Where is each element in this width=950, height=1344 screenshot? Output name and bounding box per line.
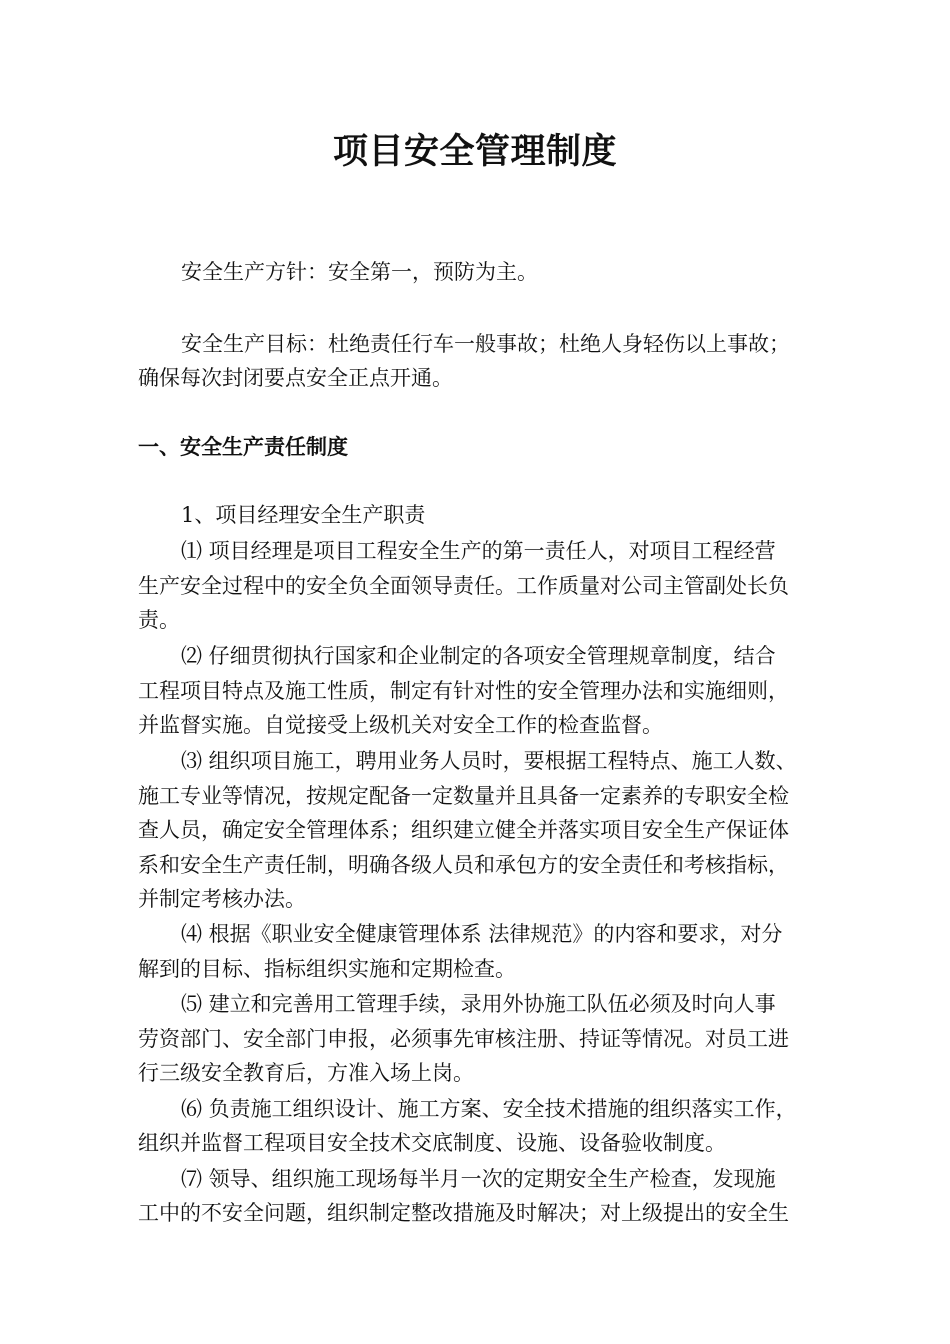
document-title: 项目安全管理制度 <box>332 131 617 172</box>
item-line: 劳资部门、安全部门申报，必须事先审核注册、持证等情况。对员工进 <box>138 1027 789 1051</box>
goal-line-2: 确保每次封闭要点安全正点开通。 <box>138 366 453 390</box>
item-line: 组织并监督工程项目安全技术交底制度、设施、设备验收制度。 <box>138 1131 726 1155</box>
subsection-title: 1、项目经理安全生产职责 <box>181 503 426 527</box>
item-line: 并制定考核办法。 <box>138 887 306 911</box>
item-line: ⑹ 负责施工组织设计、施工方案、安全技术措施的组织落实工作， <box>181 1097 797 1121</box>
item-line: 工程项目特点及施工性质，制定有针对性的安全管理办法和实施细则， <box>138 679 789 703</box>
item-line: ⑵ 仔细贯彻执行国家和企业制定的各项安全管理规章制度，结合 <box>181 644 776 668</box>
item-line: 并监督实施。自觉接受上级机关对安全工作的检查监督。 <box>138 713 663 737</box>
item-line: ⑸ 建立和完善用工管理手续，录用外协施工队伍必须及时向人事 <box>181 992 776 1016</box>
item-line: 生产安全过程中的安全负全面领导责任。工作质量对公司主管副处长负 <box>138 574 789 598</box>
item-line: 行三级安全教育后，方准入场上岗。 <box>138 1061 474 1085</box>
item-line: 查人员，确定安全管理体系；组织建立健全并落实项目安全生产保证体 <box>138 818 789 842</box>
item-line: 施工专业等情况，按规定配备一定数量并且具备一定素养的专职安全检 <box>138 784 789 808</box>
section-heading: 一、安全生产责任制度 <box>138 434 348 459</box>
item-line: 系和安全生产责任制，明确各级人员和承包方的安全责任和考核指标， <box>138 853 789 877</box>
policy-text: 安全生产方针：安全第一，预防为主。 <box>181 260 538 284</box>
item-line: ⑷ 根据《职业安全健康管理体系 法律规范》的内容和要求，对分 <box>181 922 783 946</box>
item-line: ⑴ 项目经理是项目工程安全生产的第一责任人，对项目工程经营 <box>181 539 776 563</box>
item-line: 工中的不安全问题，组织制定整改措施及时解决；对上级提出的安全生 <box>138 1201 789 1225</box>
item-line: 解到的目标、指标组织实施和定期检查。 <box>138 957 516 981</box>
item-line: ⑺ 领导、组织施工现场每半月一次的定期安全生产检查，发现施 <box>181 1167 776 1191</box>
item-line: ⑶ 组织项目施工，聘用业务人员时，要根据工程特点、施工人数、 <box>181 749 797 773</box>
item-line: 责。 <box>138 608 180 632</box>
goal-line-1: 安全生产目标：杜绝责任行车一般事故；杜绝人身轻伤以上事故； <box>181 332 790 356</box>
